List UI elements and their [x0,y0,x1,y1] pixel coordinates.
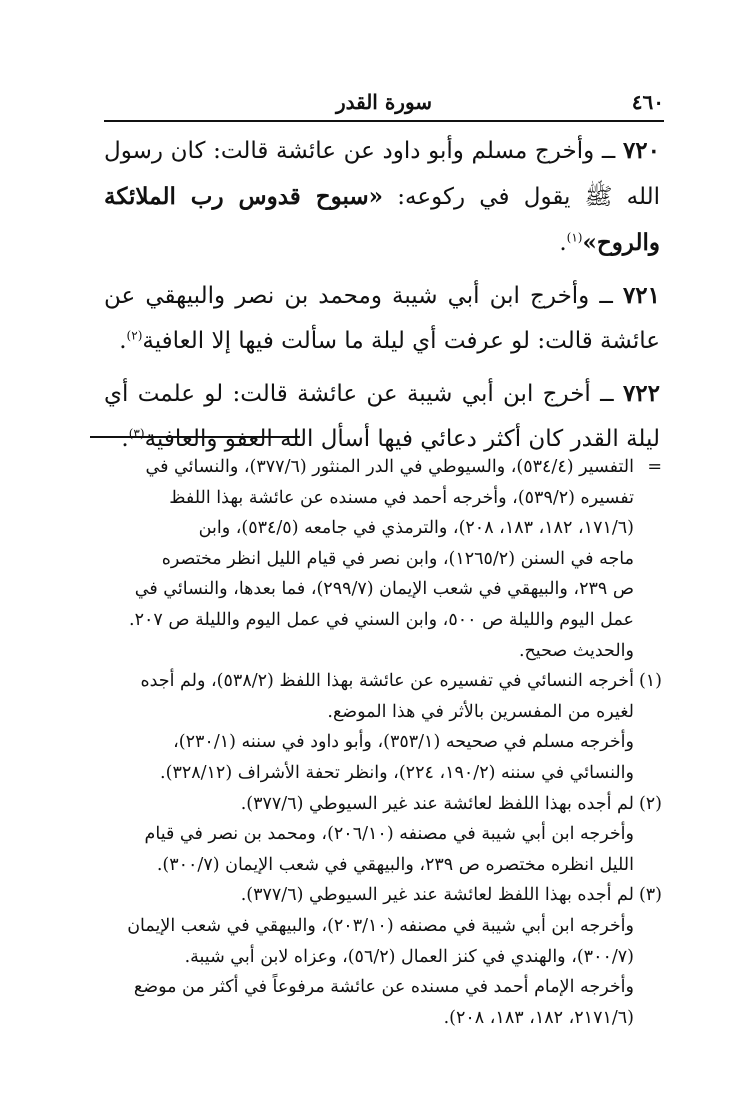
footnote-line: (١٧١/٦، ١٨٢، ١٨٣، ٢٠٨)، والترمذي في جامعه (٥٣٤/٥)، وابن [198,518,634,539]
footnote-ref: (٣) [128,426,145,441]
footnote-line: (٢١٧١/٦، ١٨٢، ١٨٣، ٢٠٨). [443,1007,634,1028]
footnote-line: ماجه في السنن (١٢٦٥/٢)، وابن نصر في قيام الليل انظر مختصره [161,548,634,569]
footnote-line: والنسائي في سننه (١٩٠/٢، ٢٢٤)، وانظر تحفة الأشراف (٣٢٨/١٢). [160,762,634,783]
footnote-marker: (٢) [638,793,662,814]
footnote-line: وأخرجه مسلم في صحيحه (٣٥٣/١)، وأبو داود في سننه (٢٣٠/١)، [173,732,634,753]
footnote-line: التفسير (٥٣٤/٤)، والسيوطي في الدر المنثور (٣٧٧/٦)، والنسائي في [145,457,634,477]
footnote-line: لم أجده بهذا اللفظ لعائشة عند غير السيوطي (٣٧٧/٦). [240,885,634,906]
footnote-line: وأخرجه ابن أبي شيبة في مصنفه (٢٠٦/١٠)، ومحمد بن نصر في قيام [144,824,634,845]
footnote-line: أخرجه النسائي في تفسيره عن عائشة بهذا اللفظ (٥٣٨/٢)، ولم أجده [140,671,634,692]
footnote-line: والحديث صحيح. [518,640,634,661]
footnote-separator [90,436,300,438]
hadith-number: ٧٢٠ [622,137,660,164]
footnote-marker: (١) [638,671,662,692]
hadith-number: ٧٢١ [622,282,660,309]
footnote-marker: (٣) [638,885,662,906]
hadith-number: ٧٢٢ [622,380,660,407]
footnote-body [100,452,634,666]
footnotes [100,452,662,1033]
hadith-722 [104,371,660,462]
main-text [104,128,660,469]
footnote-3 [100,880,662,1033]
footnote-body [100,789,634,881]
hadith-end: . [121,426,129,452]
hadith-721 [104,273,660,364]
footnote-2 [100,789,662,881]
footnote-line: لغيره من المفسرين بالأثر في هذا الموضع. [327,701,634,722]
hadith-end: . [119,328,127,354]
footnote-line: وأخرجه الإمام أحمد في مسنده عن عائشة مرفوعاً في أكثر من موضع [133,977,634,998]
footnote-body [100,666,634,788]
footnote-line: لم أجده بهذا اللفظ لعائشة عند غير السيوطي (٣٧٧/٦). [240,793,634,814]
hadith-text: ــ وأخرج مسلم وأبو داود عن عائشة قالت: كان رسول الله ﷺ يقول في ركوعه: [104,138,661,210]
footnote-continued [100,452,662,666]
running-title: سورة القدر [335,90,433,114]
footnote-1 [100,666,662,788]
footnote-line: الليل انظره مختصره ص ٢٣٩، والبيهقي في شعب الإيمان (٣٠٠/٧). [156,854,634,875]
page-header [104,90,664,122]
hadith-720 [104,128,660,266]
hadith-quote: «سبوح قدوس رب الملائكة والروح» [104,183,660,256]
hadith-text: ــ وأخرج ابن أبي شيبة ومحمد بن نصر والبيهقي عن عائشة قالت: لو عرفت أي ليلة ما سألت فيها إلا العافية [104,283,660,354]
hadith-end: . [559,230,567,256]
page-number: ٤٦٠ [631,90,664,114]
footnote-line: تفسيره (٥٣٩/٢)، وأخرجه أحمد في مسنده عن عائشة بهذا اللفظ [169,487,634,508]
footnote-ref: (٢) [126,328,143,343]
hadith-text: ــ أخرج ابن أبي شيبة عن عائشة قالت: لو علمت أي ليلة القدر كان أكثر دعائي فيها أسأل الله العفو والعافية [104,381,660,452]
footnote-line: عمل اليوم والليلة ص ٥٠٠، وابن السني في عمل اليوم والليلة ص ٢٠٧. [129,609,634,630]
footnote-body [100,880,634,1033]
footnote-line: وأخرجه ابن أبي شيبة في مصنفه (٢٠٣/١٠)، والبيهقي في شعب الإيمان [127,915,634,936]
footnote-ref: (١) [566,230,583,245]
footnote-line: ص ٢٣٩، والبيهقي في شعب الإيمان (٢٩٩/٧)، فما بعدها، والنسائي في [134,579,634,600]
footnote-marker: = [647,457,662,477]
footnote-line: (٣٠٠/٧)، والهندي في كنز العمال (٥٦/٢)، وعزاه لابن أبي شيبة. [184,946,634,967]
